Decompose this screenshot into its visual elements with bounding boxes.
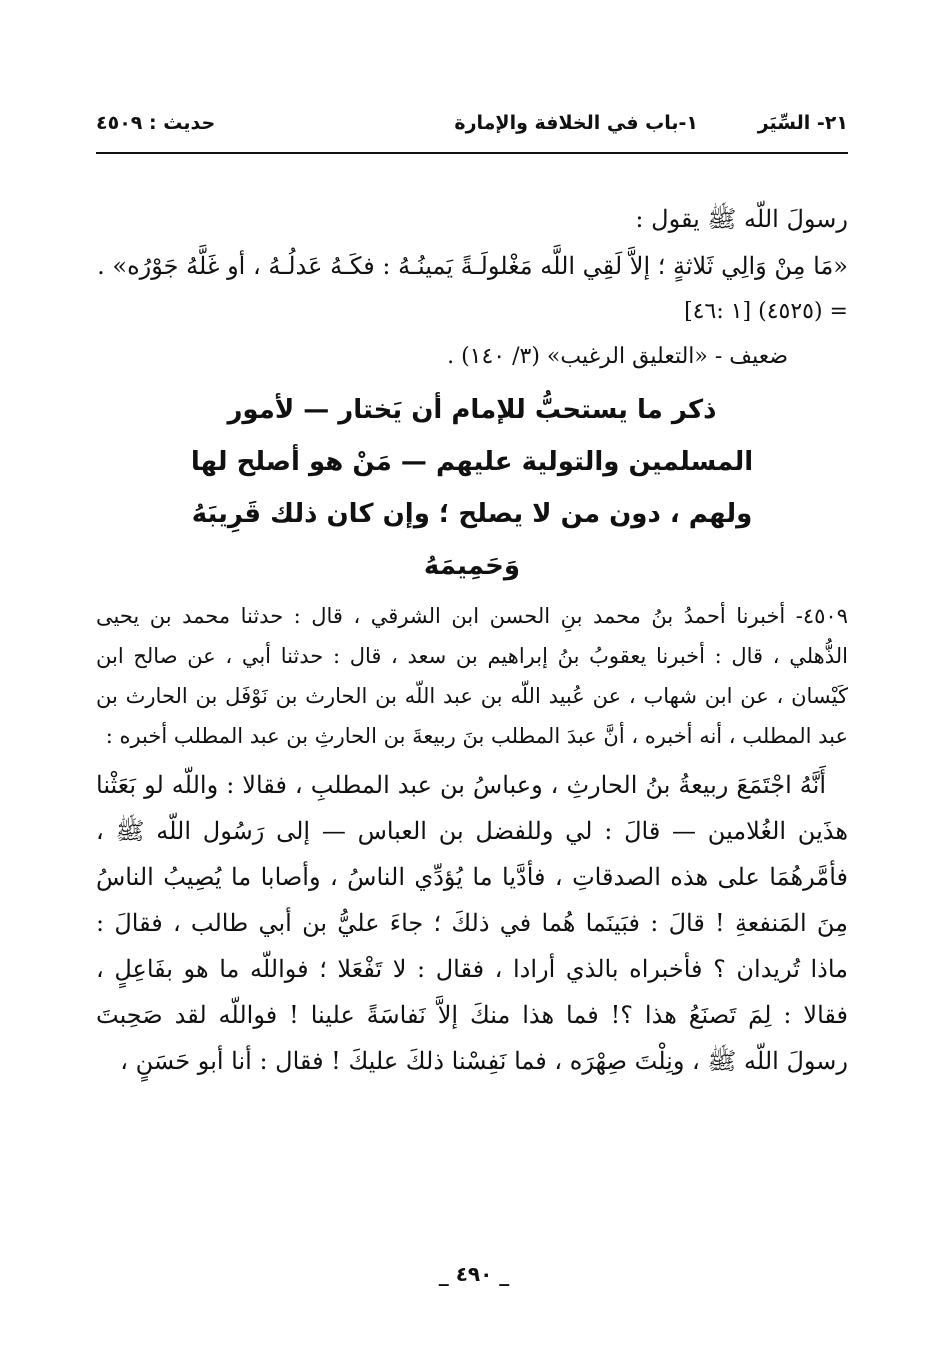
hadith-grading: ضعيف - «التعليق الرغيب» (٣/ ١٤٠) . xyxy=(447,344,788,369)
running-header xyxy=(96,112,848,154)
section-heading: ذكر ما يستحبُّ للإمام أن يَختار — لأمور المسلمين والتولية عليهم — مَنْ هو أصلح لها ولهم ، دون من لا يصلح ؛ وإن كان ذلك قَرِيبَهُ وَحَمِيمَهُ xyxy=(190,395,754,581)
hadith-text: أَنَّهُ اجْتَمَعَ ربيعةُ بنُ الحارثِ ، وعباسُ بن عبد المطلبِ ، فقالا : واللّه لو بَعَثْنا هذَين الغُلامين — قالَ : لي وللفضل بن العباس — إلى رَسُول اللّه ﷺ ، فأمَّرهُمَا على هذه الصدقاتِ ، فأدَّيا ما يُؤدِّي الناسُ ، وأصابا ما يُصِيبُ الناسُ مِنَ المَنفعةِ ! قالَ : فبَينَما هُما في ذلكَ ؛ جاءَ عليُّ بن أبي طالب ، فقالَ : ماذا تُريدان ؟ فأخبراه بالذي أرادا ، فقال : لا تَفْعَلا ؛ فواللّه ما هو بفَاعِلٍ ، فقالا : لِمَ تَصنَعُ هذا ؟! فما هذا منكَ إلاَّ نَفاسَةً علينا ! فواللّه لقد صَحِبتَ رسولَ اللّه ﷺ ، ونِلْتَ صِهْرَه ، فما نَفِسْنا ذلكَ عليكَ ! فقال : أنا أبو حَسَنٍ ، xyxy=(96,771,848,1075)
header-chapter-title: ١-باب في الخلافة والإمارة xyxy=(454,112,698,134)
header-hadith-number: حديث : ٤٥٠٩ xyxy=(96,112,216,134)
hadith-isnad: ٤٥٠٩- أخبرنا أحمدُ بنُ محمد بنِ الحسن ابن الشرقي ، قال : حدثنا محمد بن يحيى الذُّهلي ، قال : أخبرنا يعقوبُ بنُ إبراهيم بن سعد ، قال : حدثنا أبي ، عن صالح ابن كَيْسان ، عن ابن شهاب ، عن عُبيد اللّه بن عبد اللّه بن الحارث بن نَوْفَل بن الحارث بن عبد المطلب ، أنه أخبره ، أنَّ عبدَ المطلب بنَ ربيعةَ بن الحارثِ بن عبد المطلب أخبره : xyxy=(96,604,848,748)
intro-line: رسولَ اللّه ﷺ يقول : xyxy=(635,205,848,233)
prophetic-quote: «مَا مِنْ وَالِي ثَلاثةٍ ؛ إلاَّ لَقِي اللَّه مَغْلولَـةً يَمينُـهُ : فكَـهُ عَدلُـهُ ، أو غَلَّهُ جَوْرُه» . xyxy=(97,252,848,280)
cross-reference: = (٤٥٢٥) [١ :٤٦] xyxy=(684,299,848,324)
page-number: _ ٤٩٠ _ xyxy=(438,1262,510,1286)
header-book-title: ٢١- السِّيَر xyxy=(757,112,848,134)
page-body xyxy=(96,196,848,1084)
